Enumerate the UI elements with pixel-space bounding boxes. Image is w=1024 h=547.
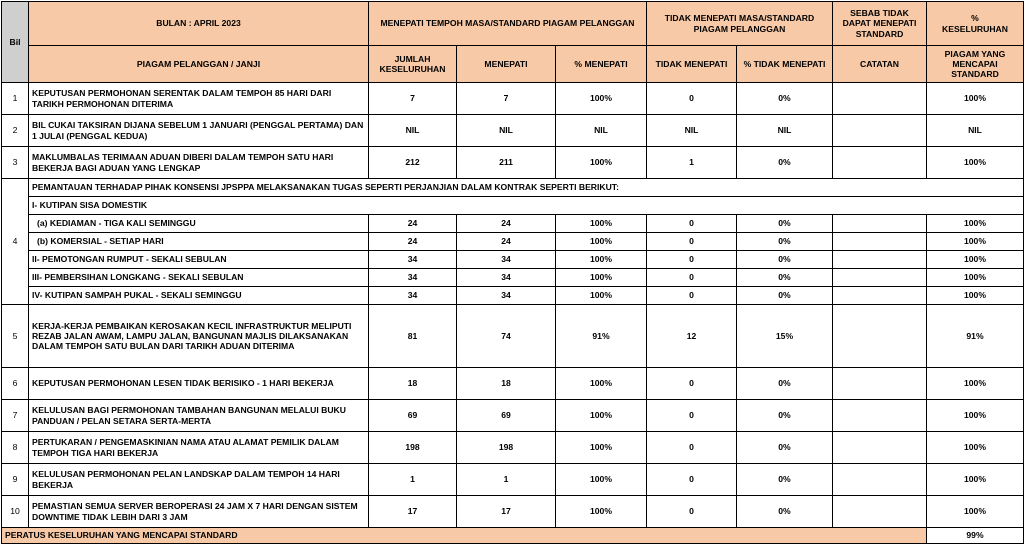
pct-not-meet-cell: 0% [737, 464, 833, 496]
overall-cell: 100% [927, 233, 1024, 251]
row-description: KELULUSAN PERMOHONAN PELAN LANDSKAP DALAM TEMPOH 14 HARI BEKERJA [29, 464, 369, 496]
charter-header: PIAGAM PELANGGAN / JANJI [29, 46, 369, 83]
pct-meet-cell: 100% [556, 464, 647, 496]
notes-cell [833, 147, 927, 179]
pct-not-meet-cell: 15% [737, 305, 833, 368]
row-description: PERTUKARAN / PENGEMASKINIAN NAMA ATAU ALAMAT PEMILIK DALAM TEMPOH TIGA HARI BEKERJA [29, 432, 369, 464]
total-cell: 24 [369, 233, 457, 251]
pct-not-meet-cell: 0% [737, 400, 833, 432]
row-number: 3 [2, 147, 29, 179]
meet-cell: 34 [457, 269, 556, 287]
meet-cell: NIL [457, 115, 556, 147]
overall-cell: 100% [927, 496, 1024, 528]
table-row [2, 368, 1024, 400]
notes-cell [833, 305, 927, 368]
notes-cell [833, 464, 927, 496]
not-meet-cell: 1 [647, 147, 737, 179]
row-number: 8 [2, 432, 29, 464]
reason-header: SEBAB TIDAK DAPAT MENEPATI STANDARD [833, 2, 927, 46]
pct-meet-cell: 100% [556, 432, 647, 464]
pct-not-meet-cell: 0% [737, 496, 833, 528]
notes-cell [833, 368, 927, 400]
not-meet-cell: 0 [647, 269, 737, 287]
overall-cell: 100% [927, 269, 1024, 287]
notes-cell [833, 115, 927, 147]
total-cell: 1 [369, 464, 457, 496]
row-description: (a) KEDIAMAN - TIGA KALI SEMINGGU [29, 215, 369, 233]
pct-not-meet-cell: 0% [737, 432, 833, 464]
month-header: BULAN : APRIL 2023 [29, 2, 369, 46]
overall-cell: NIL [927, 115, 1024, 147]
meet-cell: 69 [457, 400, 556, 432]
meet-cell: 74 [457, 305, 556, 368]
table-row [2, 233, 1024, 251]
meet-cell: 17 [457, 496, 556, 528]
not-meet-cell: 0 [647, 400, 737, 432]
pct-not-meet-cell: 0% [737, 83, 833, 115]
total-cell: 34 [369, 287, 457, 305]
notes-cell [833, 496, 927, 528]
not-meet-cell: 0 [647, 251, 737, 269]
not-meet-cell: 12 [647, 305, 737, 368]
pct-not-meet-cell: NIL [737, 115, 833, 147]
charter-table [1, 1, 1024, 544]
meet-cell: 211 [457, 147, 556, 179]
pct-meet-cell: 100% [556, 83, 647, 115]
pct-not-meet-cell: 0% [737, 233, 833, 251]
summary-row [2, 528, 1024, 544]
not-meet-cell: NIL [647, 115, 737, 147]
pct-meet-cell: 100% [556, 400, 647, 432]
row-number: 7 [2, 400, 29, 432]
notes-cell [833, 269, 927, 287]
not-meet-header: TIDAK MENEPATI [647, 46, 737, 83]
total-cell: 81 [369, 305, 457, 368]
meet-cell: 34 [457, 251, 556, 269]
pct-meet-cell: 100% [556, 496, 647, 528]
table-row [2, 197, 1024, 215]
not-meet-cell: 0 [647, 233, 737, 251]
bil-header: Bil [2, 2, 29, 83]
overall-cell: 100% [927, 432, 1024, 464]
not-meet-cell: 0 [647, 464, 737, 496]
overall-cell: 100% [927, 83, 1024, 115]
table-row [2, 269, 1024, 287]
table-row [2, 464, 1024, 496]
notes-cell [833, 432, 927, 464]
pct-meet-cell: NIL [556, 115, 647, 147]
row-number: 1 [2, 83, 29, 115]
pct-not-meet-cell: 0% [737, 251, 833, 269]
not-meet-cell: 0 [647, 83, 737, 115]
notes-cell [833, 251, 927, 269]
total-cell: 17 [369, 496, 457, 528]
pct-not-meet-cell: 0% [737, 215, 833, 233]
row-number: 10 [2, 496, 29, 528]
row-description: (b) KOMERSIAL - SETIAP HARI [29, 233, 369, 251]
row-number: 6 [2, 368, 29, 400]
notes-cell [833, 233, 927, 251]
pct-not-meet-cell: 0% [737, 287, 833, 305]
pct-meet-header: % MENEPATI [556, 46, 647, 83]
not-meet-group-header: TIDAK MENEPATI MASA/STANDARD PIAGAM PELANGGAN [647, 2, 833, 46]
overall-cell: 100% [927, 147, 1024, 179]
pct-meet-cell: 100% [556, 215, 647, 233]
summary-label: PERATUS KESELURUHAN YANG MENCAPAI STANDARD [2, 528, 927, 544]
overall-cell: 100% [927, 251, 1024, 269]
overall-cell: 100% [927, 215, 1024, 233]
row-subsection-title: I- KUTIPAN SISA DOMESTIK [29, 197, 1024, 215]
table-row [2, 287, 1024, 305]
row-description: KEPUTUSAN PERMOHONAN SERENTAK DALAM TEMPOH 85 HARI DARI TARIKH PERMOHONAN DITERIMA [29, 83, 369, 115]
row-description: KELULUSAN BAGI PERMOHONAN TAMBAHAN BANGUNAN MELALUI BUKU PANDUAN / PELAN SETARA SERTA-MERTA [29, 400, 369, 432]
meet-header: MENEPATI [457, 46, 556, 83]
row-description: III- PEMBERSIHAN LONGKANG - SEKALI SEBULAN [29, 269, 369, 287]
total-cell: NIL [369, 115, 457, 147]
table-row [2, 432, 1024, 464]
notes-cell [833, 400, 927, 432]
meet-cell: 24 [457, 215, 556, 233]
table-row [2, 305, 1024, 368]
total-cell: 69 [369, 400, 457, 432]
row-number: 4 [2, 179, 29, 305]
total-cell: 7 [369, 83, 457, 115]
not-meet-cell: 0 [647, 287, 737, 305]
row-number: 9 [2, 464, 29, 496]
meet-cell: 34 [457, 287, 556, 305]
overall-cell: 100% [927, 287, 1024, 305]
meet-cell: 7 [457, 83, 556, 115]
row-description: MAKLUMBALAS TERIMAAN ADUAN DIBERI DALAM TEMPOH SATU HARI BEKERJA BAGI ADUAN YANG LENGKAP [29, 147, 369, 179]
row-number: 2 [2, 115, 29, 147]
notes-cell [833, 215, 927, 233]
total-cell: 212 [369, 147, 457, 179]
total-cell: 34 [369, 269, 457, 287]
pct-not-meet-cell: 0% [737, 269, 833, 287]
overall-cell: 100% [927, 400, 1024, 432]
not-meet-cell: 0 [647, 215, 737, 233]
total-cell: 24 [369, 215, 457, 233]
overall-header-top-label: KESELURUHAN [942, 23, 1008, 34]
overall-header-top-pct: % [971, 13, 979, 24]
not-meet-cell: 0 [647, 496, 737, 528]
row-description: II- PEMOTONGAN RUMPUT - SEKALI SEBULAN [29, 251, 369, 269]
row-number: 5 [2, 305, 29, 368]
pct-meet-cell: 100% [556, 287, 647, 305]
meet-cell: 24 [457, 233, 556, 251]
total-cell: 198 [369, 432, 457, 464]
row-description: KEPUTUSAN PERMOHONAN LESEN TIDAK BERISIKO - 1 HARI BEKERJA [29, 368, 369, 400]
meet-group-header: MENEPATI TEMPOH MASA/STANDARD PIAGAM PELANGGAN [369, 2, 647, 46]
meet-cell: 198 [457, 432, 556, 464]
table-row [2, 400, 1024, 432]
table-row [2, 179, 1024, 197]
pct-meet-cell: 100% [556, 251, 647, 269]
overall-cell: 91% [927, 305, 1024, 368]
table-row [2, 496, 1024, 528]
meet-cell: 1 [457, 464, 556, 496]
pct-meet-cell: 100% [556, 269, 647, 287]
total-cell: 34 [369, 251, 457, 269]
table-row [2, 147, 1024, 179]
table-row [2, 115, 1024, 147]
not-meet-cell: 0 [647, 432, 737, 464]
pct-meet-cell: 100% [556, 233, 647, 251]
summary-value: 99% [927, 528, 1024, 544]
notes-cell [833, 83, 927, 115]
total-cell: 18 [369, 368, 457, 400]
overall-cell: 100% [927, 464, 1024, 496]
pct-not-meet-header: % TIDAK MENEPATI [737, 46, 833, 83]
pct-meet-cell: 100% [556, 368, 647, 400]
overall-header-top [927, 2, 1024, 46]
table-row [2, 83, 1024, 115]
meet-cell: 18 [457, 368, 556, 400]
row-section-title: PEMANTAUAN TERHADAP PIHAK KONSENSI JPSPPA MELAKSANAKAN TUGAS SEPERTI PERJANJIAN DALAM KONTRAK SEPERTI BERIKUT: [29, 179, 1024, 197]
pct-meet-cell: 100% [556, 147, 647, 179]
notes-header: CATATAN [833, 46, 927, 83]
pct-not-meet-cell: 0% [737, 147, 833, 179]
total-header: JUMLAH KESELURUHAN [369, 46, 457, 83]
row-description: PEMASTIAN SEMUA SERVER BEROPERASI 24 JAM X 7 HARI DENGAN SISTEM DOWNTIME TIDAK LEBIH DARI 3 JAM [29, 496, 369, 528]
pct-not-meet-cell: 0% [737, 368, 833, 400]
pct-meet-cell: 91% [556, 305, 647, 368]
not-meet-cell: 0 [647, 368, 737, 400]
row-description: BIL CUKAI TAKSIRAN DIJANA SEBELUM 1 JANUARI (PENGGAL PERTAMA) DAN 1 JULAI (PENGGAL KEDUA) [29, 115, 369, 147]
overall-header-sub: PIAGAM YANG MENCAPAI STANDARD [927, 46, 1024, 83]
table-row [2, 251, 1024, 269]
row-description: KERJA-KERJA PEMBAIKAN KEROSAKAN KECIL INFRASTRUKTUR MELIPUTI REZAB JALAN AWAM, LAMPU JALAN, BANGUNAN MAJLIS DILAKSANAKAN DALAM TEMPOH SATU BULAN DARI TARIKH ADUAN DITERIMA [29, 305, 369, 368]
table-row [2, 215, 1024, 233]
notes-cell [833, 287, 927, 305]
overall-cell: 100% [927, 368, 1024, 400]
row-description: IV- KUTIPAN SAMPAH PUKAL - SEKALI SEMINGGU [29, 287, 369, 305]
